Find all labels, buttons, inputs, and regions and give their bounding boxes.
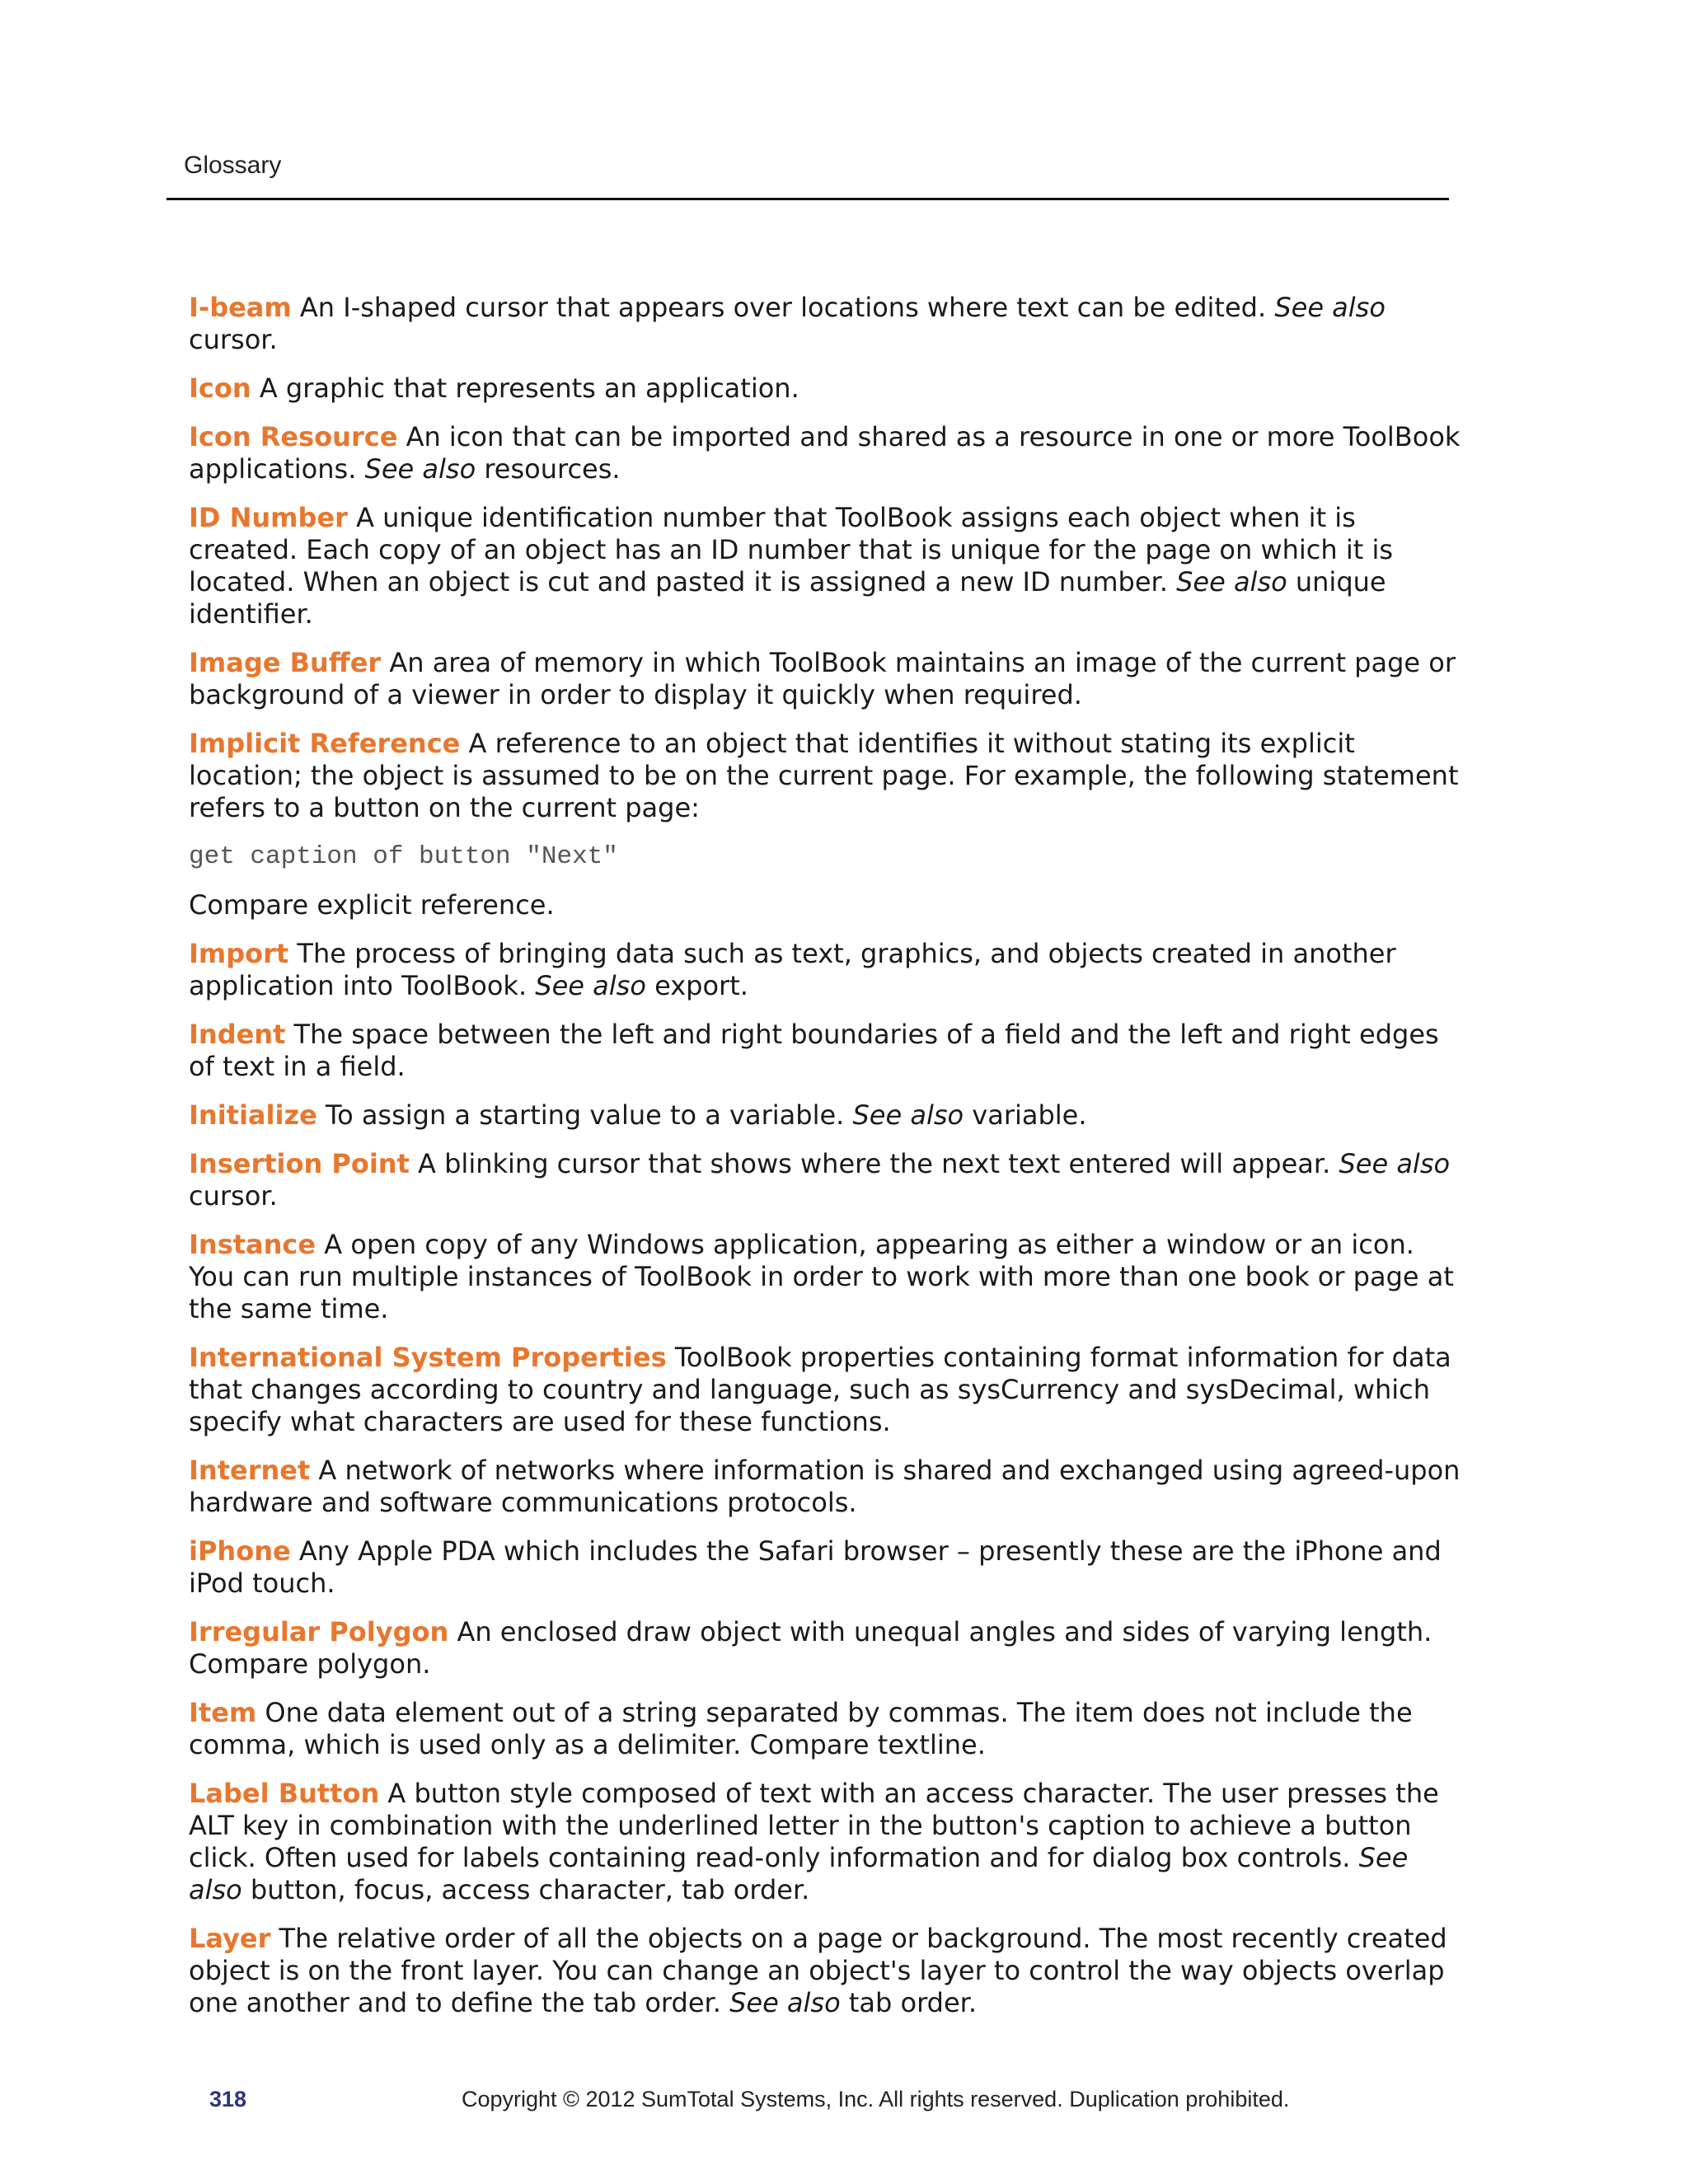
see-also-label: See also [535, 970, 646, 1001]
glossary-definition: A button style composed of text with an access character. The user presses the ALT key in combination with the underlined letter in the button's caption to achieve a button click. Often used for labels containing read-only information and for dialog box controls. [189, 1778, 1439, 1873]
glossary-content [189, 292, 1466, 2036]
glossary-definition: A blinking cursor that shows where the next text entered will appear. [409, 1148, 1339, 1179]
see-also-target: button, focus, access character, tab order. [241, 1874, 810, 1905]
glossary-definition: The process of bringing data such as text, graphics, and objects created in another application into ToolBook. [189, 938, 1396, 1001]
see-also-target: unique identifier. [189, 566, 1386, 630]
glossary-entry [189, 502, 1466, 630]
glossary-group-2 [189, 938, 1466, 2019]
glossary-term: Icon [189, 373, 251, 404]
glossary-entry [189, 1923, 1466, 2019]
glossary-definition: A graphic that represents an application. [251, 373, 799, 404]
glossary-entry [189, 1342, 1466, 1438]
glossary-entry [189, 373, 1466, 405]
glossary-definition: A open copy of any Windows application, appearing as either a window or an icon. You can run multiple instances of ToolBook in order to work with more than one book or page at the same time. [189, 1229, 1454, 1324]
glossary-term: Insertion Point [189, 1148, 410, 1179]
compare-note: Compare explicit reference. [189, 889, 555, 921]
glossary-entry [189, 1455, 1466, 1519]
see-also-target: resources. [476, 453, 621, 485]
glossary-entry [189, 292, 1466, 356]
code-example: get caption of button "Next" [189, 842, 618, 871]
glossary-definition: The relative order of all the objects on a page or background. The most recently created object is on the front layer. You can change an object's layer to control the way objects overlap one another and to define the tab order. [189, 1923, 1447, 2018]
glossary-entry [189, 728, 1466, 824]
glossary-term: International System Properties [189, 1342, 667, 1373]
glossary-definition: An I-shaped cursor that appears over locations where text can be edited. [291, 292, 1275, 323]
glossary-term: Instance [189, 1229, 316, 1260]
glossary-term: Initialize [189, 1099, 317, 1131]
glossary-term: ID Number [189, 502, 348, 533]
glossary-term: Label Button [189, 1778, 380, 1809]
see-also-target: tab order. [840, 1987, 978, 2018]
glossary-definition: An enclosed draw object with unequal angles and sides of varying length. Compare polygon. [189, 1616, 1432, 1680]
glossary-term: Indent [189, 1019, 286, 1050]
see-also-label: See also [1339, 1148, 1451, 1179]
glossary-entry [189, 1019, 1466, 1083]
see-also-label: See also [189, 1842, 1409, 1905]
header-divider [166, 198, 1449, 200]
glossary-term: Internet [189, 1455, 311, 1486]
see-also-label: See also [729, 1987, 841, 2018]
see-also-target: cursor. [189, 1180, 278, 1212]
see-also-label: See also [1176, 566, 1287, 598]
see-also-label: See also [364, 453, 476, 485]
glossary-definition: A network of networks where information is shared and exchanged using agreed-upon hardware and software communications protocols. [189, 1455, 1461, 1518]
glossary-entry [189, 938, 1466, 1002]
glossary-term: iPhone [189, 1535, 291, 1567]
glossary-definition: An area of memory in which ToolBook maintains an image of the current page or background of a viewer in order to display it quickly when required. [189, 647, 1456, 710]
glossary-definition: One data element out of a string separated by commas. The item does not include the comma, which is used only as a delimiter. Compare textline. [189, 1697, 1413, 1760]
page-header-title: Glossary [184, 152, 282, 179]
glossary-entry [189, 1778, 1466, 1906]
glossary-entry [189, 1229, 1466, 1325]
glossary-term: Implicit Reference [189, 728, 461, 759]
glossary-group-1 [189, 292, 1466, 824]
glossary-entry [189, 1535, 1466, 1600]
glossary-term: Layer [189, 1923, 271, 1954]
copyright-notice: Copyright © 2012 SumTotal Systems, Inc. All rights reserved. Duplication prohibited. [462, 2087, 1290, 2111]
glossary-entry [189, 647, 1466, 711]
see-also-label: See also [1274, 292, 1386, 323]
glossary-term: I-beam [189, 292, 292, 323]
glossary-entry [189, 1099, 1466, 1132]
see-also-label: See also [852, 1099, 964, 1131]
see-also-target: export. [645, 970, 748, 1001]
glossary-definition: An icon that can be imported and shared as a resource in one or more ToolBook applications. [189, 421, 1461, 485]
glossary-entry [189, 1148, 1466, 1212]
glossary-definition: Any Apple PDA which includes the Safari browser – presently these are the iPhone and iPod touch. [189, 1535, 1442, 1599]
glossary-term: Item [189, 1697, 257, 1728]
see-also-target: cursor. [189, 324, 278, 355]
glossary-entry [189, 1697, 1466, 1761]
glossary-definition: A unique identification number that ToolBook assigns each object when it is created. Each copy of an object has an ID number that is unique for the page on which it is located. When an object is cut and pasted it is assigned a new ID number. [189, 502, 1394, 598]
glossary-term: Import [189, 938, 289, 969]
glossary-term: Icon Resource [189, 421, 398, 452]
glossary-term: Irregular Polygon [189, 1616, 449, 1647]
glossary-term: Image Buffer [189, 647, 382, 678]
see-also-target: variable. [964, 1099, 1087, 1131]
glossary-definition: A reference to an object that identifies it without stating its explicit location; the object is assumed to be on the current page. For example, the following statement refers to a button on the current page: [189, 728, 1459, 823]
glossary-definition: The space between the left and right boundaries of a field and the left and right edges of text in a field. [189, 1019, 1439, 1082]
glossary-entry [189, 1616, 1466, 1680]
page-number: 318 [209, 2087, 247, 2111]
glossary-definition: To assign a starting value to a variable. [316, 1099, 853, 1131]
glossary-definition: ToolBook properties containing format information for data that changes according to country and language, such as sysCurrency and sysDecimal, which specify what characters are used for these functions. [189, 1342, 1451, 1437]
glossary-entry [189, 421, 1466, 485]
